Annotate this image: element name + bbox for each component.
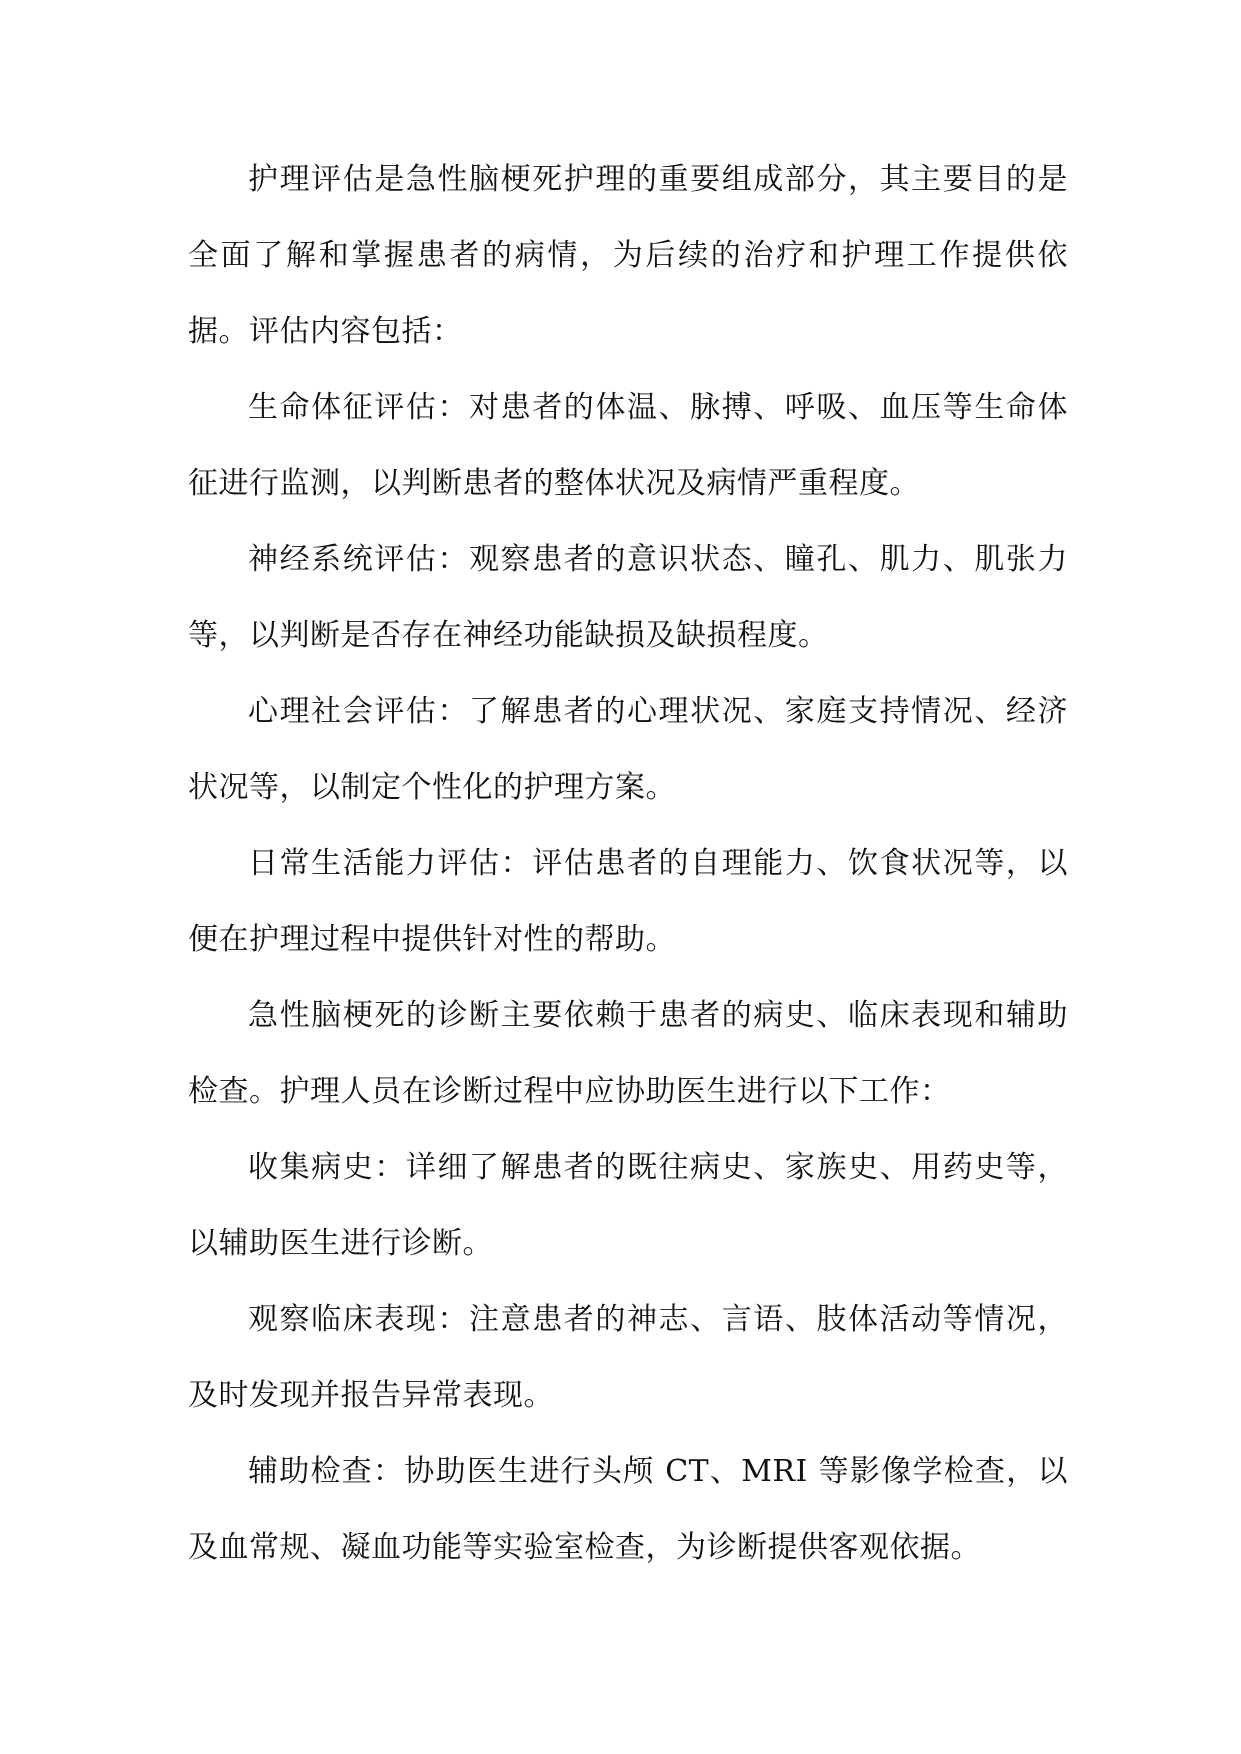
paragraph-auxiliary-examinations: 辅助检查：协助医生进行头颅 CT、MRI 等影像学检查，以及血常规、凝血功能等实验室检查，为诊断提供客观依据。 — [188, 1454, 1068, 1565]
paragraph-psychosocial-assessment: 心理社会评估：了解患者的心理状况、家庭支持情况、经济状况等，以制定个性化的护理方案。 — [188, 694, 1068, 805]
paragraph-collect-history: 收集病史：详细了解患者的既往病史、家族史、用药史等，以辅助医生进行诊断。 — [188, 1150, 1068, 1261]
paragraph-observe-clinical-signs: 观察临床表现：注意患者的神志、言语、肢体活动等情况，及时发现并报告异常表现。 — [188, 1302, 1068, 1413]
paragraph-daily-living-assessment: 日常生活能力评估：评估患者的自理能力、饮食状况等，以便在护理过程中提供针对性的帮助。 — [188, 846, 1068, 957]
paragraph-diagnosis-intro: 急性脑梗死的诊断主要依赖于患者的病史、临床表现和辅助检查。护理人员在诊断过程中应协助医生进行以下工作： — [188, 998, 1068, 1109]
paragraph-vital-signs-assessment: 生命体征评估：对患者的体温、脉搏、呼吸、血压等生命体征进行监测，以判断患者的整体状况及病情严重程度。 — [188, 390, 1068, 501]
document-body — [188, 142, 1068, 1586]
paragraph-neurological-assessment: 神经系统评估：观察患者的意识状态、瞳孔、肌力、肌张力等，以判断是否存在神经功能缺损及缺损程度。 — [188, 542, 1068, 653]
paragraph-nursing-assessment-intro: 护理评估是急性脑梗死护理的重要组成部分，其主要目的是全面了解和掌握患者的病情，为后续的治疗和护理工作提供依据。评估内容包括： — [188, 162, 1068, 349]
